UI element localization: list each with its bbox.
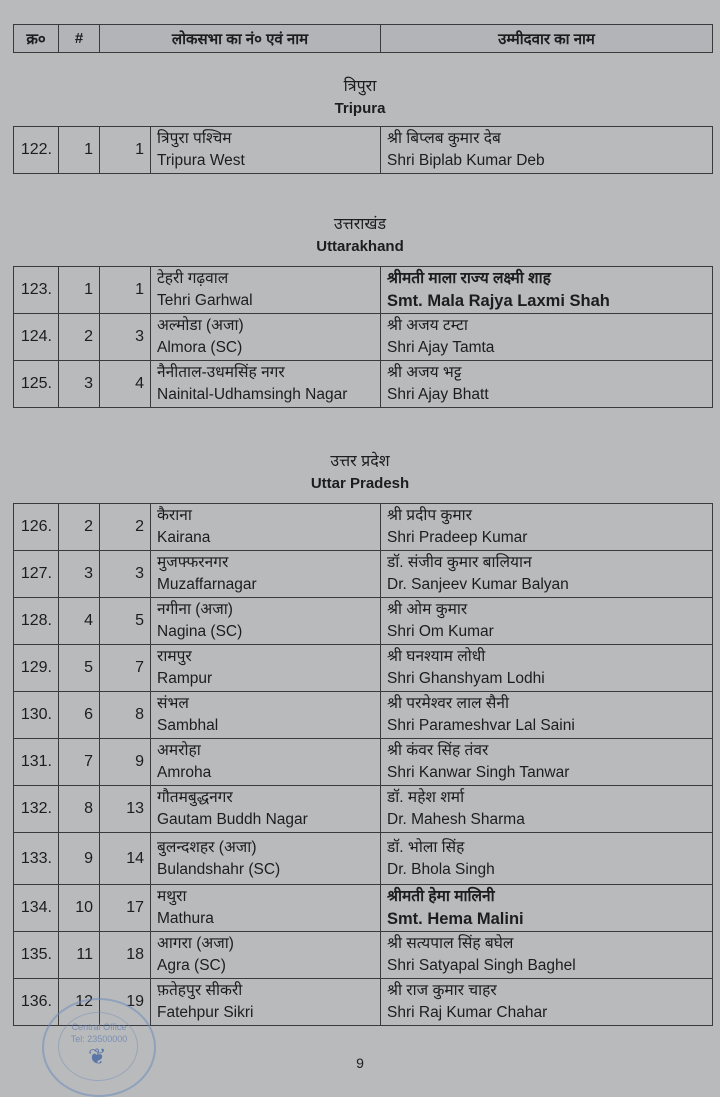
table-body [14, 267, 713, 408]
table-row [14, 692, 713, 739]
candidate-name [381, 598, 713, 645]
table-row [14, 598, 713, 645]
serial-number: 129. [14, 645, 59, 692]
section-table-tripura [13, 126, 713, 174]
table-row [14, 932, 713, 979]
table-row [14, 885, 713, 932]
table-body [14, 127, 713, 174]
candidate-name [381, 692, 713, 739]
section-table-uttar-pradesh [13, 503, 713, 1026]
constituency-number: 2 [100, 504, 151, 551]
constituency-name-english: Tripura West [157, 152, 245, 169]
candidate-name-english: Shri Kanwar Singh Tanwar [387, 764, 570, 781]
constituency-name [151, 833, 381, 885]
section-title-uttarakhand [0, 214, 720, 258]
constituency-name-english: Bulandshahr (SC) [157, 860, 281, 878]
page-number: 9 [356, 1055, 364, 1071]
constituency-name-english: Rampur [157, 670, 213, 687]
constituency-name-hindi: बुलन्दशहर (अजा) [157, 838, 257, 856]
constituency-name-hindi: त्रिपुरा पश्चिम [157, 130, 232, 147]
section-title-en: Tripura [334, 100, 386, 117]
constituency-number: 4 [100, 361, 151, 408]
candidate-name-hindi: श्री अजय टम्टा [387, 317, 468, 334]
table-row [14, 833, 713, 885]
section-title-uttar-pradesh [0, 451, 720, 495]
constituency-name [151, 504, 381, 551]
state-index: 7 [59, 739, 100, 786]
constituency-name-hindi: रामपुर [157, 648, 192, 665]
serial-number: 125. [14, 361, 59, 408]
candidate-name [381, 504, 713, 551]
constituency-name-english: Almora (SC) [157, 339, 243, 356]
constituency-name [151, 361, 381, 408]
constituency-name-english: Tehri Garhwal [157, 292, 253, 309]
table-row [14, 739, 713, 786]
serial-number: 127. [14, 551, 59, 598]
header-candidate: उम्मीदवार का नाम [381, 25, 713, 53]
candidate-name-hindi: श्री ओम कुमार [387, 601, 468, 618]
state-index: 11 [59, 932, 100, 979]
candidate-name-english: Shri Parameshvar Lal Saini [387, 717, 575, 734]
candidate-name-hindi: डॉ. संजीव कुमार बालियान [387, 554, 532, 571]
state-index: 1 [59, 267, 100, 314]
constituency-name-hindi: मुजफ्फरनगर [157, 554, 229, 571]
state-index: 1 [59, 127, 100, 174]
state-index: 3 [59, 551, 100, 598]
constituency-name-english: Mathura [157, 910, 214, 927]
constituency-name-hindi: नगीना (अजा) [157, 601, 233, 618]
constituency-number: 3 [100, 551, 151, 598]
candidate-name-english: Shri Ajay Tamta [387, 339, 495, 356]
table-body [14, 504, 713, 1026]
table-row [14, 361, 713, 408]
serial-number: 136. [14, 979, 59, 1026]
section-title-hi: उत्तराखंड [333, 216, 387, 233]
state-index: 4 [59, 598, 100, 645]
candidate-name-hindi: श्रीमती माला राज्य लक्ष्मी शाह [387, 270, 551, 287]
table-row [14, 786, 713, 833]
candidate-name [381, 786, 713, 833]
constituency-name [151, 932, 381, 979]
lotus-logo-icon: ❦ [88, 1044, 107, 1069]
constituency-name-hindi: गौतमबुद्धनगर [157, 789, 233, 806]
candidate-name-english: Dr. Sanjeev Kumar Balyan [387, 576, 569, 593]
header-constituency: लोकसभा का नं० एवं नाम [100, 25, 381, 53]
serial-number: 132. [14, 786, 59, 833]
serial-number: 124. [14, 314, 59, 361]
constituency-number: 18 [100, 932, 151, 979]
state-index: 12 [59, 979, 100, 1026]
constituency-name-english: Kairana [157, 529, 211, 546]
state-index: 3 [59, 361, 100, 408]
candidate-name-hindi: श्री बिप्लब कुमार देब [387, 130, 501, 147]
candidate-name-english: Shri Satyapal Singh Baghel [387, 957, 576, 974]
candidate-name [381, 645, 713, 692]
table-row [14, 314, 713, 361]
candidate-name-english: Shri Om Kumar [387, 623, 494, 640]
constituency-number: 5 [100, 598, 151, 645]
constituency-name-english: Agra (SC) [157, 957, 226, 974]
constituency-name [151, 786, 381, 833]
party-office-stamp [42, 998, 156, 1097]
section-title-tripura [0, 76, 720, 120]
column-header-table [13, 24, 713, 53]
candidate-name [381, 739, 713, 786]
table-row [14, 127, 713, 174]
constituency-name-english: Fatehpur Sikri [157, 1004, 254, 1021]
candidate-name [381, 551, 713, 598]
serial-number: 135. [14, 932, 59, 979]
section-title-hi: त्रिपुरा [343, 78, 377, 95]
state-index: 8 [59, 786, 100, 833]
constituency-number: 14 [100, 833, 151, 885]
state-index: 6 [59, 692, 100, 739]
constituency-number: 8 [100, 692, 151, 739]
state-index: 2 [59, 504, 100, 551]
candidate-name-english: Shri Ghanshyam Lodhi [387, 670, 545, 687]
constituency-name-hindi: फ़तेहपुर सीकरी [157, 982, 243, 999]
section-title-hi: उत्तर प्रदेश [330, 453, 390, 470]
candidate-name [381, 127, 713, 174]
constituency-number: 17 [100, 885, 151, 932]
candidate-name-hindi: डॉ. भोला सिंह [387, 838, 465, 856]
constituency-number: 1 [100, 267, 151, 314]
state-index: 10 [59, 885, 100, 932]
candidate-name [381, 979, 713, 1026]
constituency-name-hindi: संभल [157, 695, 189, 712]
constituency-name [151, 979, 381, 1026]
candidate-name-hindi: श्री परमेश्वर लाल सैनी [387, 695, 509, 712]
table-row [14, 645, 713, 692]
candidate-name-english: Shri Biplab Kumar Deb [387, 152, 545, 169]
constituency-name-english: Amroha [157, 764, 212, 781]
constituency-name-hindi: कैराना [157, 507, 192, 524]
constituency-name-hindi: आगरा (अजा) [157, 935, 234, 952]
state-index: 5 [59, 645, 100, 692]
constituency-name-hindi: अल्मोडा (अजा) [157, 317, 244, 334]
candidate-name-hindi: श्री कंवर सिंह तंवर [387, 742, 489, 759]
table-row [14, 504, 713, 551]
constituency-name-hindi: अमरोहा [157, 742, 201, 759]
candidate-name-english: Shri Raj Kumar Chahar [387, 1004, 548, 1021]
table-row [14, 267, 713, 314]
candidate-name-hindi: श्री अजय भट्ट [387, 364, 462, 381]
constituency-name [151, 692, 381, 739]
section-title-en: Uttar Pradesh [310, 475, 410, 492]
header-hash: # [59, 25, 100, 53]
state-index: 2 [59, 314, 100, 361]
constituency-name [151, 267, 381, 314]
constituency-name [151, 885, 381, 932]
stamp-line-2: Tel: 23500000 [70, 1034, 128, 1044]
constituency-name [151, 127, 381, 174]
candidate-name-english: Dr. Mahesh Sharma [387, 811, 525, 828]
candidate-name [381, 833, 713, 885]
serial-number: 133. [14, 833, 59, 885]
constituency-number: 19 [100, 979, 151, 1026]
serial-number: 126. [14, 504, 59, 551]
constituency-name-hindi: नैनीताल-उधमसिंह नगर [157, 364, 285, 381]
section-table-uttarakhand [13, 266, 713, 408]
stamp-line-1: Central Office [71, 1022, 127, 1032]
candidate-name [381, 361, 713, 408]
state-index: 9 [59, 833, 100, 885]
header-serial: क्र० [14, 25, 59, 53]
candidate-name-hindi: डॉ. महेश शर्मा [387, 789, 465, 806]
constituency-name [151, 598, 381, 645]
candidate-name-hindi: श्री प्रदीप कुमार [387, 507, 472, 524]
constituency-name-english: Sambhal [157, 717, 219, 734]
table-row [14, 551, 713, 598]
serial-number: 123. [14, 267, 59, 314]
constituency-name [151, 314, 381, 361]
candidate-name-hindi: श्री घनश्याम लोधी [387, 648, 486, 665]
candidate-name-english: Smt. Hema Malini [387, 910, 524, 928]
candidate-name [381, 314, 713, 361]
serial-number: 122. [14, 127, 59, 174]
constituency-number: 7 [100, 645, 151, 692]
constituency-name-english: Nainital-Udhamsingh Nagar [157, 386, 348, 403]
candidate-name-english: Shri Pradeep Kumar [387, 529, 528, 546]
constituency-number: 1 [100, 127, 151, 174]
candidate-name-english: Shri Ajay Bhatt [387, 386, 489, 403]
candidate-name-english: Dr. Bhola Singh [387, 860, 495, 878]
constituency-name [151, 739, 381, 786]
candidate-name [381, 267, 713, 314]
constituency-name-english: Muzaffarnagar [157, 576, 257, 593]
serial-number: 130. [14, 692, 59, 739]
serial-number: 128. [14, 598, 59, 645]
constituency-name [151, 645, 381, 692]
candidate-name-hindi: श्री सत्यपाल सिंह बघेल [387, 935, 514, 952]
candidate-name-hindi: श्रीमती हेमा मालिनी [387, 888, 495, 905]
constituency-number: 9 [100, 739, 151, 786]
constituency-name-hindi: मथुरा [157, 888, 187, 905]
constituency-number: 13 [100, 786, 151, 833]
constituency-name-english: Gautam Buddh Nagar [157, 811, 308, 828]
section-title-en: Uttarakhand [316, 238, 404, 255]
candidate-name [381, 932, 713, 979]
serial-number: 131. [14, 739, 59, 786]
constituency-number: 3 [100, 314, 151, 361]
constituency-name [151, 551, 381, 598]
constituency-name-hindi: टेहरी गढ़वाल [157, 270, 229, 287]
candidate-name-hindi: श्री राज कुमार चाहर [387, 982, 497, 999]
candidate-name-english: Smt. Mala Rajya Laxmi Shah [387, 292, 610, 310]
candidate-name [381, 885, 713, 932]
serial-number: 134. [14, 885, 59, 932]
constituency-name-english: Nagina (SC) [157, 623, 243, 640]
